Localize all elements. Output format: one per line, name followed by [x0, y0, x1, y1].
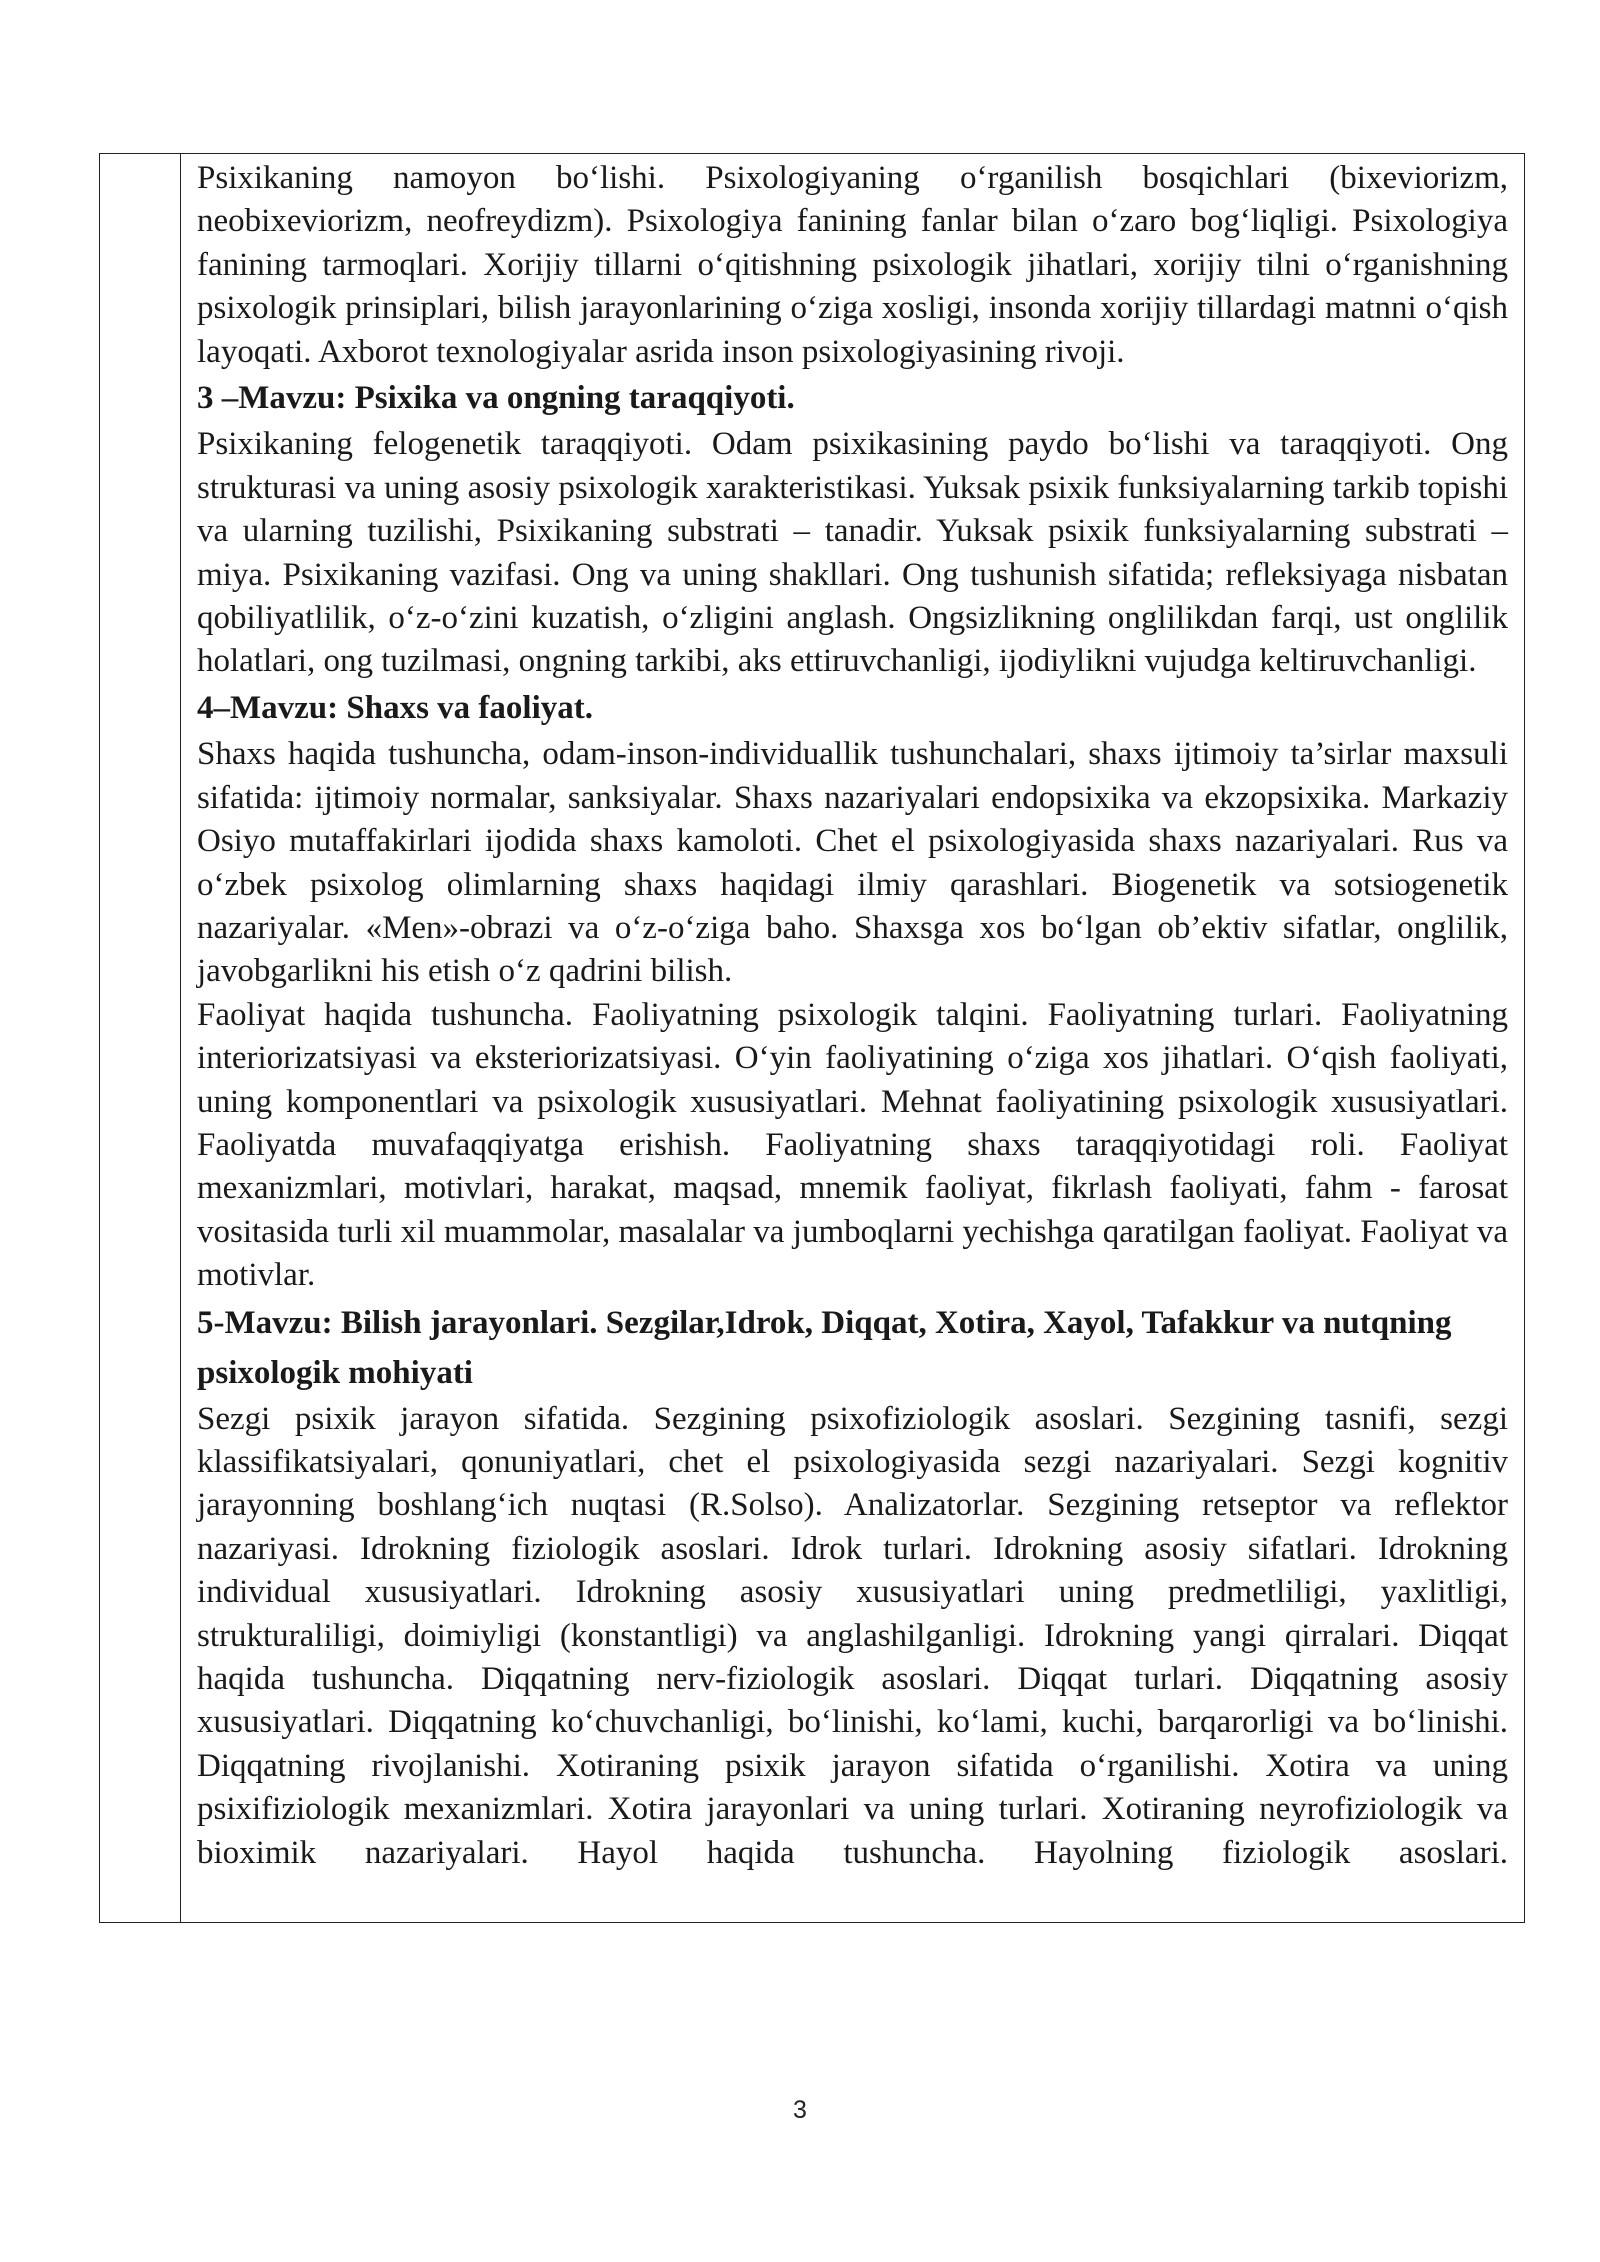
number-column	[100, 154, 181, 1922]
topic-5-heading: 5-Mavzu: Bilish jarayonlari. Sezgilar,Idrok, Diqqat, Xotira, Xayol, Tafakkur va nutqning psixologik mohiyati	[197, 1304, 1452, 1391]
content-cell	[181, 154, 1524, 1922]
topic-4-heading: 4–Mavzu: Shaxs va faoliyat.	[197, 689, 593, 726]
topic-4-paragraph-2: Faoliyat haqida tushuncha. Faoliyatning psixologik talqini. Faoliyatning turlari. Faoliyatning interiorizatsiyasi va eksteriorizatsiyasi. O‘yin faoliyatining o‘ziga xos jihatlari. O‘qish faoliyati, uning komponentlari va psixologik xususiyatlari. Mehnat faoliyatining psixologik xususiyatlari. Faoliyatda muvafaqqiyatga erishish. Faoliyatning shaxs taraqqiyotidagi roli. Faoliyat mexanizmlari, motivlari, harakat, maqsad, mnemik faoliyat, fikrlash faoliyati, fahm - farosat vositasida turli xil muammolar, masalalar va jumboqlarni yechishga qaratilgan faoliyat. Faoliyat va motivlar.	[197, 996, 1508, 1294]
topic-3-paragraph: Psixikaning felogenetik taraqqiyoti. Odam psixikasining paydo bo‘lishi va taraqqiyoti. Ong strukturasi va uning asosiy psixologik xarakteristikasi. Yuksak psixik funksiyalarning tarkib topishi va ularning tuzilishi, Psixikaning substrati – tanadir. Yuksak psixik funksiyalarning substrati – miya. Psixikaning vazifasi. Ong va uning shakllari. Ong tushunish sifatida; refleksiyaga nisbatan qobiliyatlilik, o‘z-o‘zini kuzatish, o‘zligini anglash. Ongsizlikning onglilikdan farqi, ust onglilik holatlari, ong tuzilmasi, ongning tarkibi, aks ettiruvchanligi, ijodiylikni vujudga keltiruvchanligi.	[197, 426, 1508, 680]
content-table	[99, 153, 1525, 1923]
intro-paragraph: Psixikaning namoyon bo‘lishi. Psixologiyaning o‘rganilish bosqichlari (bixeviorizm, neobixeviorizm, neofreydizm). Psixologiya fanining fanlar bilan o‘zaro bog‘liqligi. Psixologiya fanining tarmoqlari. Xorijiy tillarni o‘qitishning psixologik jihatlari, xorijiy tilni o‘rganishning psixologik prinsiplari, bilish jarayonlarining o‘ziga xosligi, insonda xorijiy tillardagi matnni o‘qish layoqati. Axborot texnologiyalar asrida inson psixologiyasining rivoji.	[197, 160, 1508, 370]
topic-4-paragraph-1: Shaxs haqida tushuncha, odam-inson-individuallik tushunchalari, shaxs ijtimoiy ta’sirlar maxsuli sifatida: ijtimoiy normalar, sanksiyalar. Shaxs nazariyalari endopsixika va ekzopsixika. Markaziy Osiyo mutaffakirlari ijodida shaxs kamoloti. Chet el psixologiyasida shaxs nazariyalari. Rus va o‘zbek psixolog olimlarning shaxs haqidagi ilmiy qarashlari. Biogenetik va sotsiogenetik nazariyalar. «Men»-obrazi va o‘z-o‘ziga baho. Shaxsga xos bo‘lgan ob’ektiv sifatlar, onglilik, javobgarlikni his etish o‘z qadrini bilish.	[197, 736, 1508, 990]
topic-3-heading: 3 –Mavzu: Psixika va ongning taraqqiyoti.	[197, 380, 795, 417]
topic-5-paragraph: Sezgi psixik jarayon sifatida. Sezgining psixofiziologik asoslari. Sezgining tasnifi, sezgi klassifikatsiyalari, qonuniyatlari, chet el psixologiyasida sezgi nazariyalari. Sezgi kognitiv jarayonning boshlang‘ich nuqtasi (R.Solso). Analizatorlar. Sezgining retseptor va reflektor nazariyasi. Idrokning fiziologik asoslari. Idrok turlari. Idrokning asosiy sifatlari. Idrokning individual xususiyatlari. Idrokning asosiy xususiyatlari uning predmetliligi, yaxlitligi, strukturaliligi, doimiyligi (konstantligi) va anglashilganligi. Idrokning yangi qirralari. Diqqat haqida tushuncha. Diqqatning nerv-fiziologik asoslari. Diqqat turlari. Diqqatning asosiy xususiyatlari. Diqqatning ko‘chuvchanligi, bo‘linishi, ko‘lami, kuchi, barqarorligi va bo‘linishi. Diqqatning rivojlanishi. Xotiraning psixik jarayon sifatida o‘rganilishi. Xotira va uning psixifiziologik mexanizmlari. Xotira jarayonlari va uning turlari. Xotiraning neyrofiziologik va bioximik nazariyalari. Hayol haqida tushuncha. Hayolning fiziologik asoslari.	[197, 1400, 1508, 1871]
page-number: 3	[793, 2096, 807, 2124]
